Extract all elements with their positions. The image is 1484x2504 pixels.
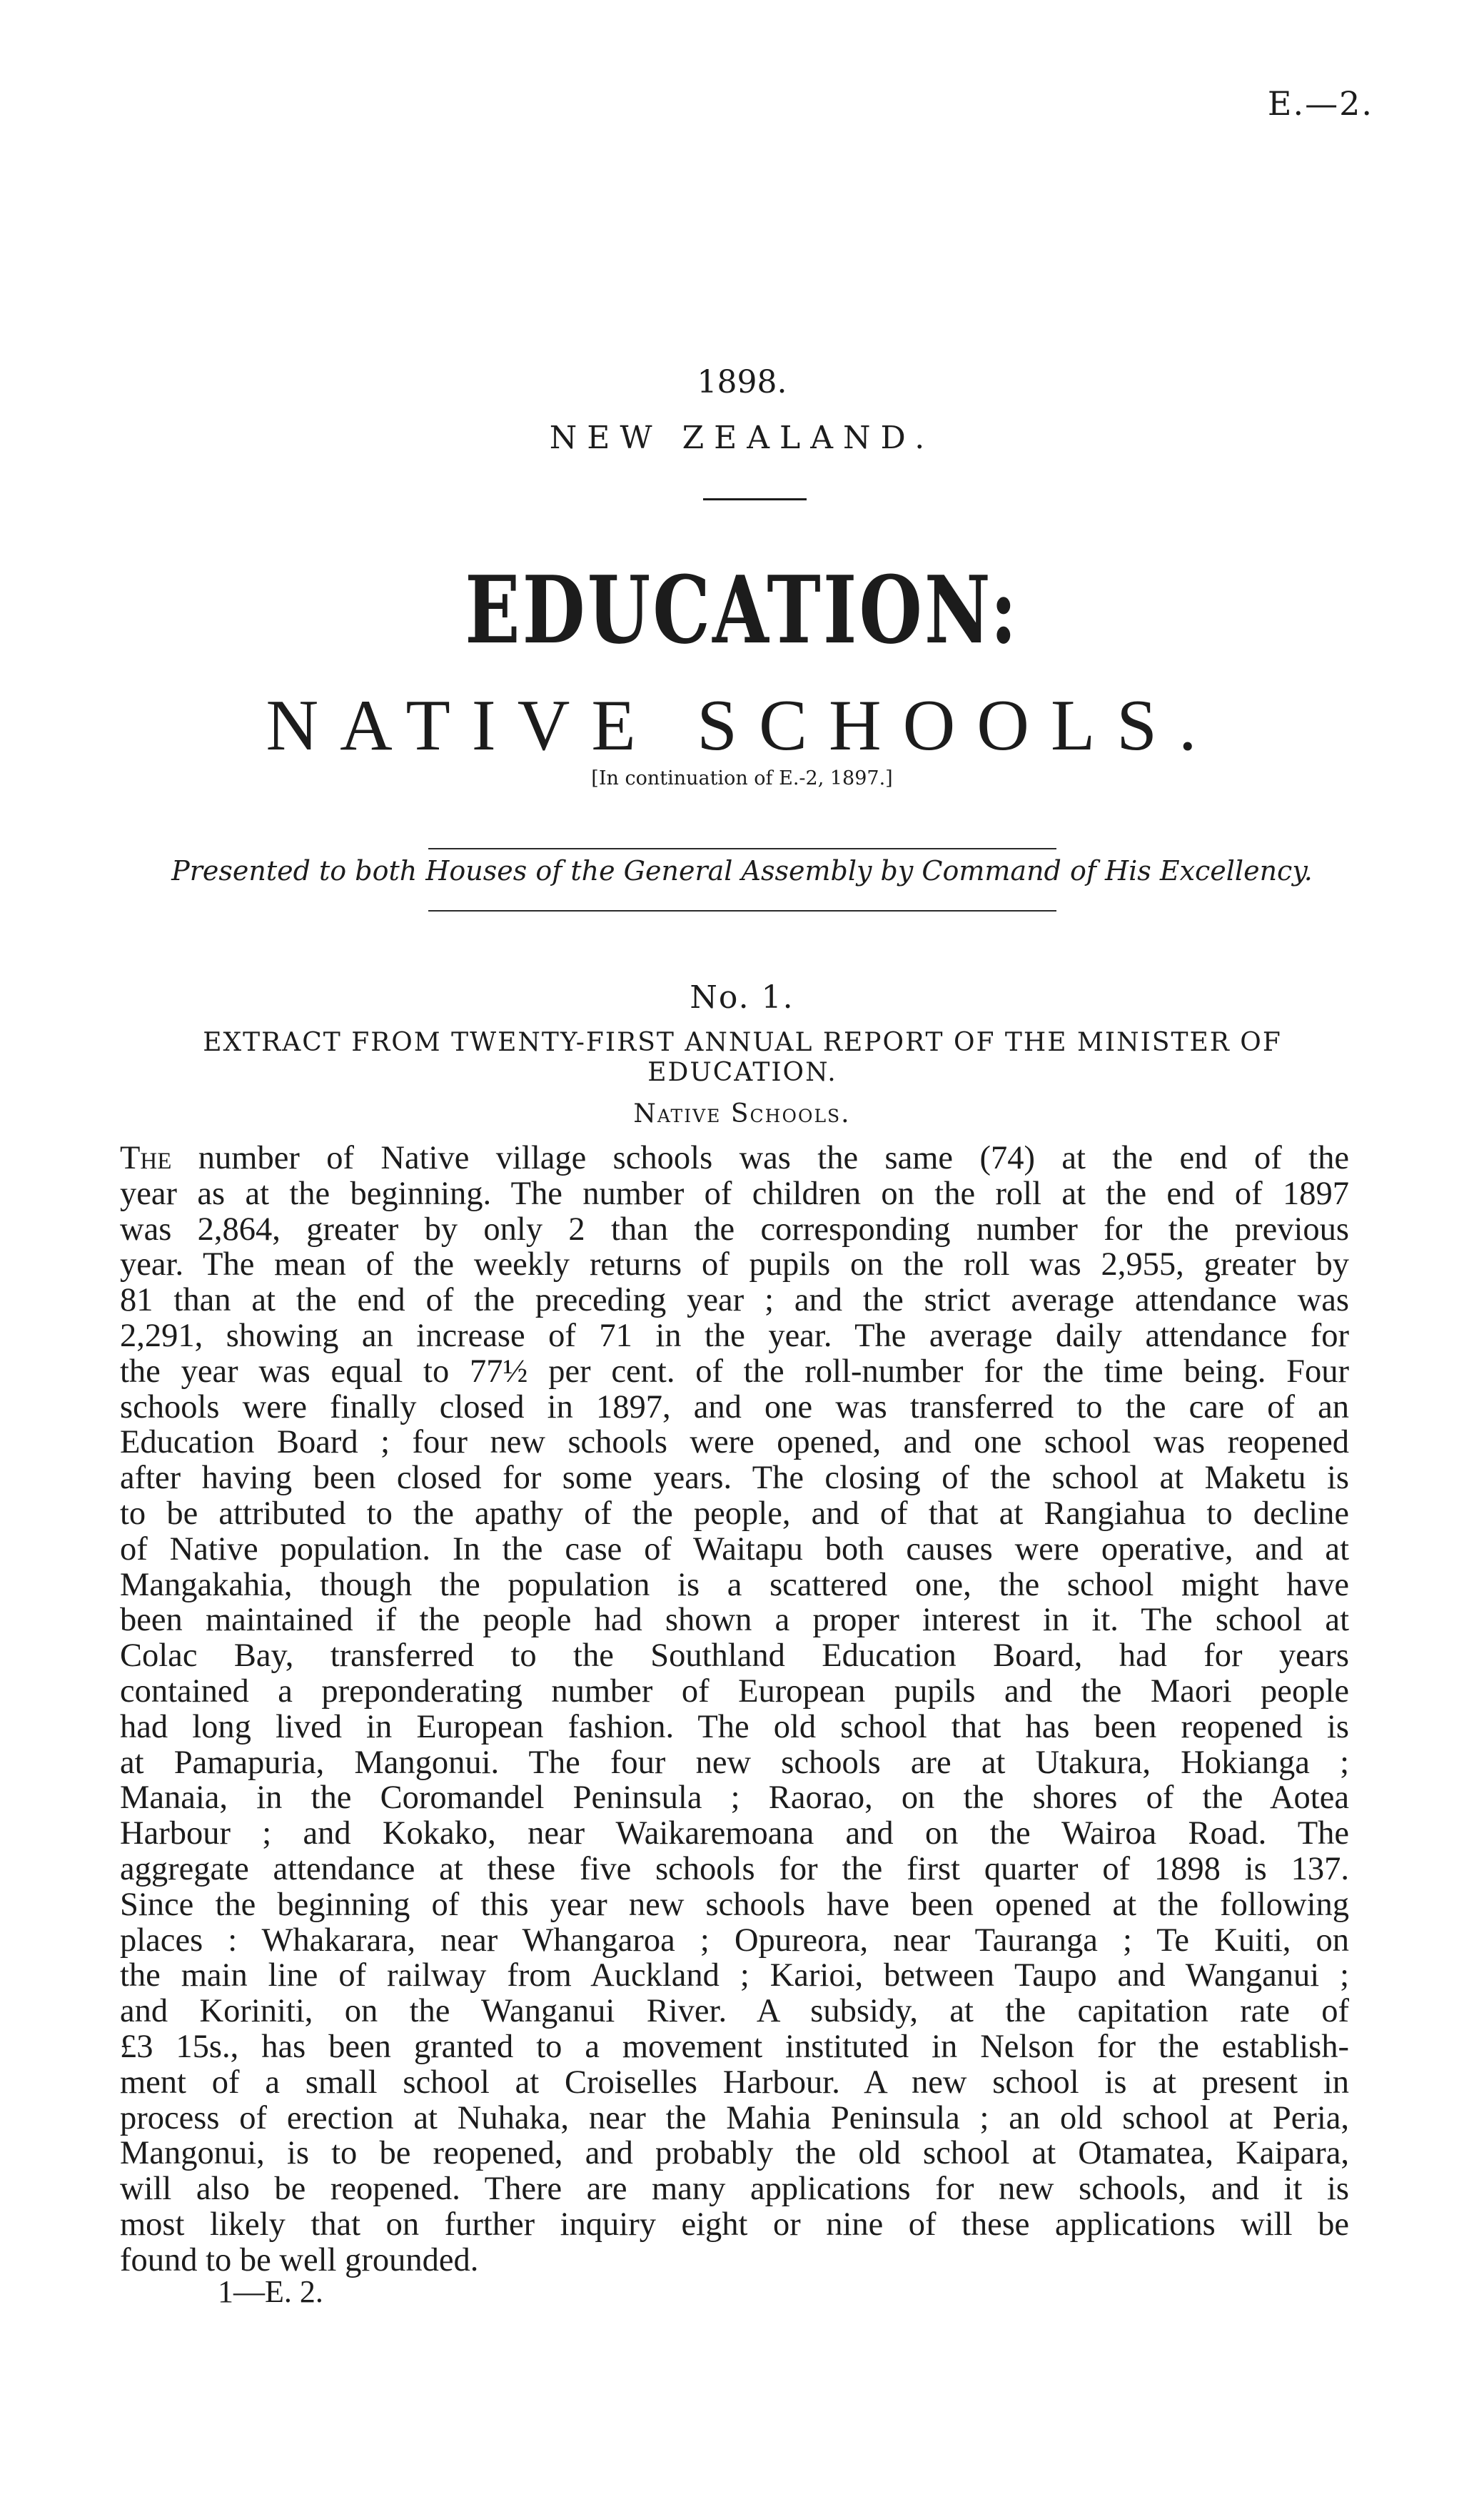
body-line: of Native population. In the case of Waitapu both causes were operative, and at bbox=[120, 1530, 1349, 1567]
main-title: EDUCATION: bbox=[465, 555, 1019, 665]
divider-bottom bbox=[428, 910, 1056, 912]
body-line: ment of a small school at Croiselles Harbour. A new school is at present in bbox=[120, 2064, 1349, 2101]
body-line: and Koriniti, on the Wanganui River. A subsidy, at the capitation rate of bbox=[120, 1993, 1349, 2030]
body-line: was 2,864, greater by only 2 than the corresponding number for the previous bbox=[120, 1211, 1349, 1248]
body-line: The number of Native village schools was the same (74) at the end of the bbox=[120, 1140, 1349, 1176]
body-line: contained a preponderating number of European pupils and the Maori people bbox=[120, 1672, 1349, 1710]
body-line: will also be reopened. There are many applications for new schools, and it is bbox=[120, 2171, 1349, 2208]
body-line: Since the beginning of this year new schools have been opened at the following bbox=[120, 1886, 1349, 1923]
body-line: had long lived in European fashion. The old school that has been reopened is bbox=[120, 1708, 1349, 1745]
body-line: been maintained if the people had shown a proper interest in it. The school at bbox=[120, 1602, 1349, 1639]
body-line: 2,291, showing an increase of 71 in the year. The average daily attendance for bbox=[120, 1317, 1349, 1354]
body-line: Mangakahia, though the population is a scattered one, the school might have bbox=[120, 1566, 1349, 1603]
body-paragraph bbox=[120, 1141, 1349, 2278]
presented-line: Presented to both Houses of the General Assembly by Command of His Excellency. bbox=[171, 855, 1313, 887]
body-line: places : Whakarara, near Whangaroa ; Opureora, near Tauranga ; Te Kuiti, on bbox=[120, 1922, 1349, 1959]
divider-short bbox=[703, 498, 807, 500]
body-line: Harbour ; and Kokako, near Waikaremoana and on the Wairoa Road. The bbox=[120, 1815, 1349, 1852]
body-line: the year was equal to 77½ per cent. of the roll-number for the time being. Four bbox=[120, 1353, 1349, 1390]
body-line: Colac Bay, transferred to the Southland Education Board, had for years bbox=[120, 1637, 1349, 1675]
body-line: Mangonui, is to be reopened, and probably the old school at Otamatea, Kaipara, bbox=[120, 2135, 1349, 2172]
body-line: at Pamapuria, Mangonui. The four new schools are at Utakura, Hokianga ; bbox=[120, 1744, 1349, 1781]
body-line: schools were finally closed in 1897, and one was transferred to the care of an bbox=[120, 1388, 1349, 1425]
continuation-note: [In continuation of E.-2, 1897.] bbox=[591, 767, 893, 789]
body-line: found to be well grounded. bbox=[120, 2241, 479, 2278]
country: NEW ZEALAND. bbox=[549, 420, 935, 456]
body-line: to be attributed to the apathy of the people, and of that at Rangiahua to decline bbox=[120, 1495, 1349, 1532]
body-line: process of erection at Nuhaka, near the Mahia Peninsula ; an old school at Peria, bbox=[120, 2099, 1349, 2136]
body-line: Manaia, in the Coromandel Peninsula ; Raorao, on the shores of the Aotea bbox=[120, 1779, 1349, 1817]
page-signature: 1—E. 2. bbox=[218, 2274, 323, 2309]
body-line: year as at the beginning. The number of children on the roll at the end of 1897 bbox=[120, 1175, 1349, 1212]
body-line: Education Board ; four new schools were opened, and one school was reopened bbox=[120, 1424, 1349, 1461]
document-code: E.—2. bbox=[1267, 84, 1373, 123]
body-line: most likely that on further inquiry eight or nine of these applications will be bbox=[120, 2206, 1349, 2243]
body-line: aggregate attendance at these five schools for the first quarter of 1898 is 137. bbox=[120, 1850, 1349, 1887]
year: 1898. bbox=[697, 364, 787, 400]
body-line: 81 than at the end of the preceding year ; and the strict average attendance was bbox=[120, 1282, 1349, 1319]
report-title: EXTRACT FROM TWENTY-FIRST ANNUAL REPORT OF THE MINISTER OF EDUCATION. bbox=[203, 1028, 1282, 1087]
divider-top bbox=[428, 848, 1056, 849]
body-line: year. The mean of the weekly returns of pupils on the roll was 2,955, greater by bbox=[120, 1246, 1349, 1283]
body-line: the main line of railway from Auckland ; Karioi, between Taupo and Wanganui ; bbox=[120, 1957, 1349, 1994]
section-heading: Native Schools. bbox=[633, 1099, 851, 1129]
body-line: after having been closed for some years. The closing of the school at Maketu is bbox=[120, 1460, 1349, 1497]
report-number: No. 1. bbox=[690, 979, 794, 1016]
lead-word: The bbox=[120, 1140, 172, 1176]
subtitle: NATIVE SCHOOLS. bbox=[266, 685, 1218, 766]
body-line: £3 15s., has been granted to a movement instituted in Nelson for the establish- bbox=[120, 2028, 1349, 2065]
